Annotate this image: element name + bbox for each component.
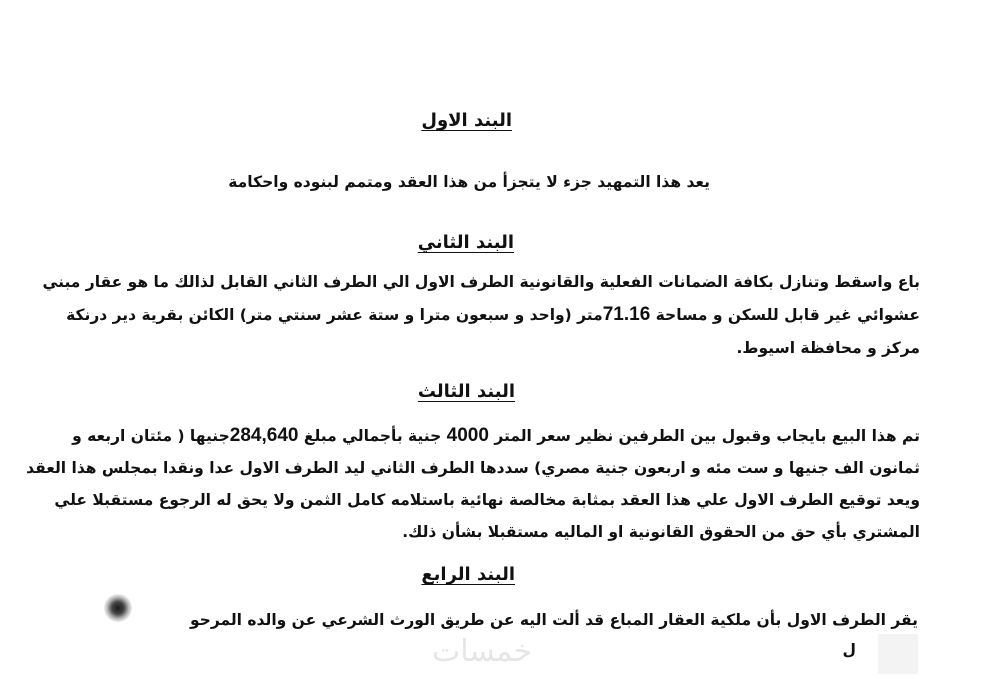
clause3-line3: ويعد توقيع الطرف الاول علي هذا العقد بمثابة مخالصة نهائية باستلامه كامل الثمن ولا يحق له الرجوع مستقبلا علي xyxy=(54,491,920,509)
clause2-line2-a: عشوائي غير قابل للسكن و مساحة xyxy=(650,306,920,324)
clause3-price-per-meter: 4000 xyxy=(446,425,489,446)
blurred-mark xyxy=(104,594,132,622)
clause3-line1 xyxy=(72,426,920,446)
clause1-heading: البند الاول xyxy=(421,110,512,131)
clause2-heading: البند الثاني xyxy=(417,232,514,253)
clause4-line1: يقر الطرف الاول بأن ملكية العقار المباع قد ألت اليه عن طريق الورث الشرعي عن والده المرحو xyxy=(189,611,918,629)
clause3-line2: ثمانون الف جنيها و ست مئه و اربعون جنية مصري) سددها الطرف الثاني ليد الطرف الاول عدا ونقدا بمجلس هذا العقد xyxy=(26,459,920,477)
clause4-heading: البند الرابع xyxy=(421,564,515,585)
clause2-line3: مركز و محافظة اسيوط. xyxy=(736,339,920,357)
clause3-line1-a: تم هذا البيع بايجاب وقبول بين الطرفين نظير سعر المتر xyxy=(488,427,920,445)
clause4-line2: ل xyxy=(842,641,856,659)
clause3-heading: البند الثالث xyxy=(417,381,515,402)
clause2-area-value: 71.16 xyxy=(602,304,651,325)
clause3-line1-b: جنية بأجمالي مبلغ xyxy=(298,427,447,445)
clause3-line4: المشتري بأي حق من الحقوق القانونية او الماليه مستقبلا بشأن ذلك. xyxy=(402,523,920,541)
corner-patch xyxy=(878,634,918,674)
site-watermark: خمسات xyxy=(432,634,533,669)
clause2-line2 xyxy=(66,305,920,325)
clause1-text: يعد هذا التمهيد جزء لا يتجزأ من هذا العقد ومتمم لبنوده واحكامة xyxy=(228,173,710,191)
clause2-line2-b: متر (واحد و سبعون مترا و ستة عشر سنتي متر) الكائن بقرية دير درنكة xyxy=(66,306,603,324)
clause2-line1: باع واسقط وتنازل بكافة الضمانات الفعلية والقانونية الطرف الاول الي الطرف الثاني القابل لذالك ما هو عقار مبني xyxy=(42,273,920,291)
clause3-line1-c: جنيها ( مئتان اربعه و xyxy=(72,427,230,445)
clause3-total-price: 284,640 xyxy=(229,425,299,446)
